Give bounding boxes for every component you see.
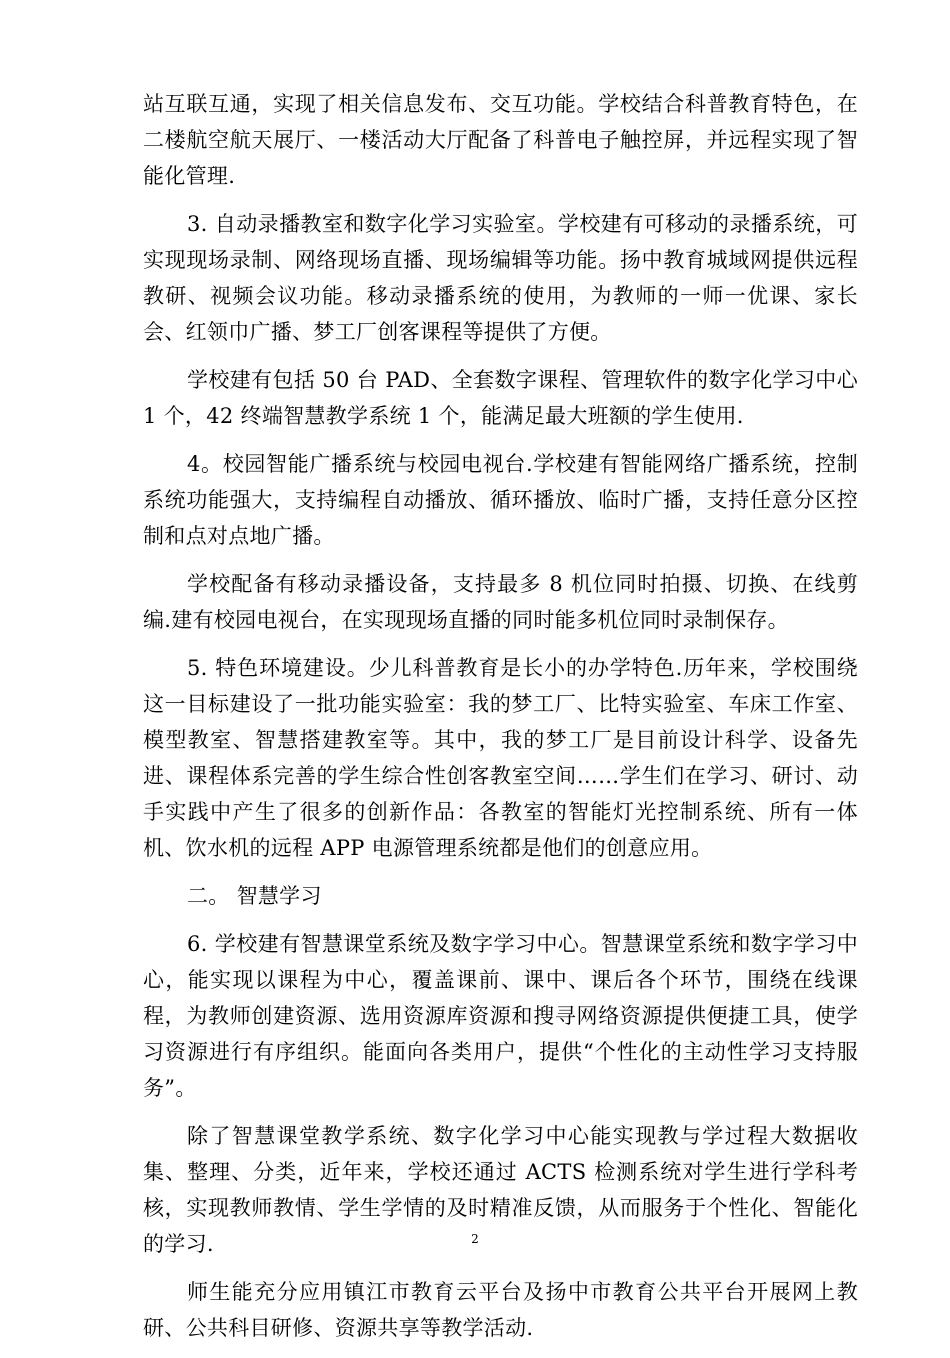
paragraph-item-4: 4。校园智能广播系统与校园电视台.学校建有智能网络广播系统，控制系统功能强大，支持编程自动播放、循环播放、临时广播，支持任意分区控制和点对点地广播。	[143, 452, 858, 548]
page-number: 2	[471, 1232, 479, 1246]
section-heading-smart-learning: 二。 智慧学习	[187, 884, 322, 908]
paragraph-item-3: 3. 自动录播教室和数字化学习实验室。学校建有可移动的录播系统，可实现现场录制、网络现场直播、现场编辑等功能。扬中教育城域网提供远程教研、视频会议功能。移动录播系统的使用，为教师的一师一优课、家长会、红领巾广播、梦工厂创客课程等提供了方便。	[143, 212, 858, 344]
document-page	[143, 86, 858, 1358]
paragraph-item-6: 6. 学校建有智慧课堂系统及数字学习中心。智慧课堂系统和数字学习中心，能实现以课程为中心，覆盖课前、课中、课后各个环节，围绕在线课程，为教师创建资源、选用资源库资源和搜寻网络资源提供便捷工具，使学习资源进行有序组织。能面向各类用户，提供“个性化的主动性学习支持服务”。	[143, 932, 858, 1100]
paragraph-cloud-platform: 师生能充分应用镇江市教育云平台及扬中市教育公共平台开展网上教研、公共科目研修、资源共享等教学活动.	[143, 1280, 858, 1340]
paragraph-recording-equipment: 学校配备有移动录播设备，支持最多 8 机位同时拍摄、切换、在线剪编.建有校园电视台，在实现现场直播的同时能多机位同时录制保存。	[143, 572, 858, 632]
paragraph-item-5: 5. 特色环境建设。少儿科普教育是长小的办学特色.历年来，学校围绕这一目标建设了一批功能实验室：我的梦工厂、比特实验室、车床工作室、模型教室、智慧搭建教室等。其中，我的梦工厂是目前设计科学、设备先进、课程体系完善的学生综合性创客教室空间……学生们在学习、研讨、动手实践中产生了很多的创新作品：各教室的智能灯光控制系统、所有一体机、饮水机的远程 APP 电源管理系统都是他们的创意应用。	[143, 656, 858, 860]
paragraph-big-data: 除了智慧课堂教学系统、数字化学习中心能实现教与学过程大数据收集、整理、分类，近年来，学校还通过 ACTS 检测系统对学生进行学科考核，实现教师教情、学生学情的及时精准反馈，从而服务于个性化、智能化的学习.	[143, 1124, 858, 1256]
paragraph-continuation: 站互联互通，实现了相关信息发布、交互功能。学校结合科普教育特色，在二楼航空航天展厅、一楼活动大厅配备了科普电子触控屏，并远程实现了智能化管理.	[143, 92, 858, 188]
paragraph-digital-center: 学校建有包括 50 台 PAD、全套数字课程、管理软件的数字化学习中心 1 个，42 终端智慧教学系统 1 个，能满足最大班额的学生使用.	[143, 368, 858, 428]
